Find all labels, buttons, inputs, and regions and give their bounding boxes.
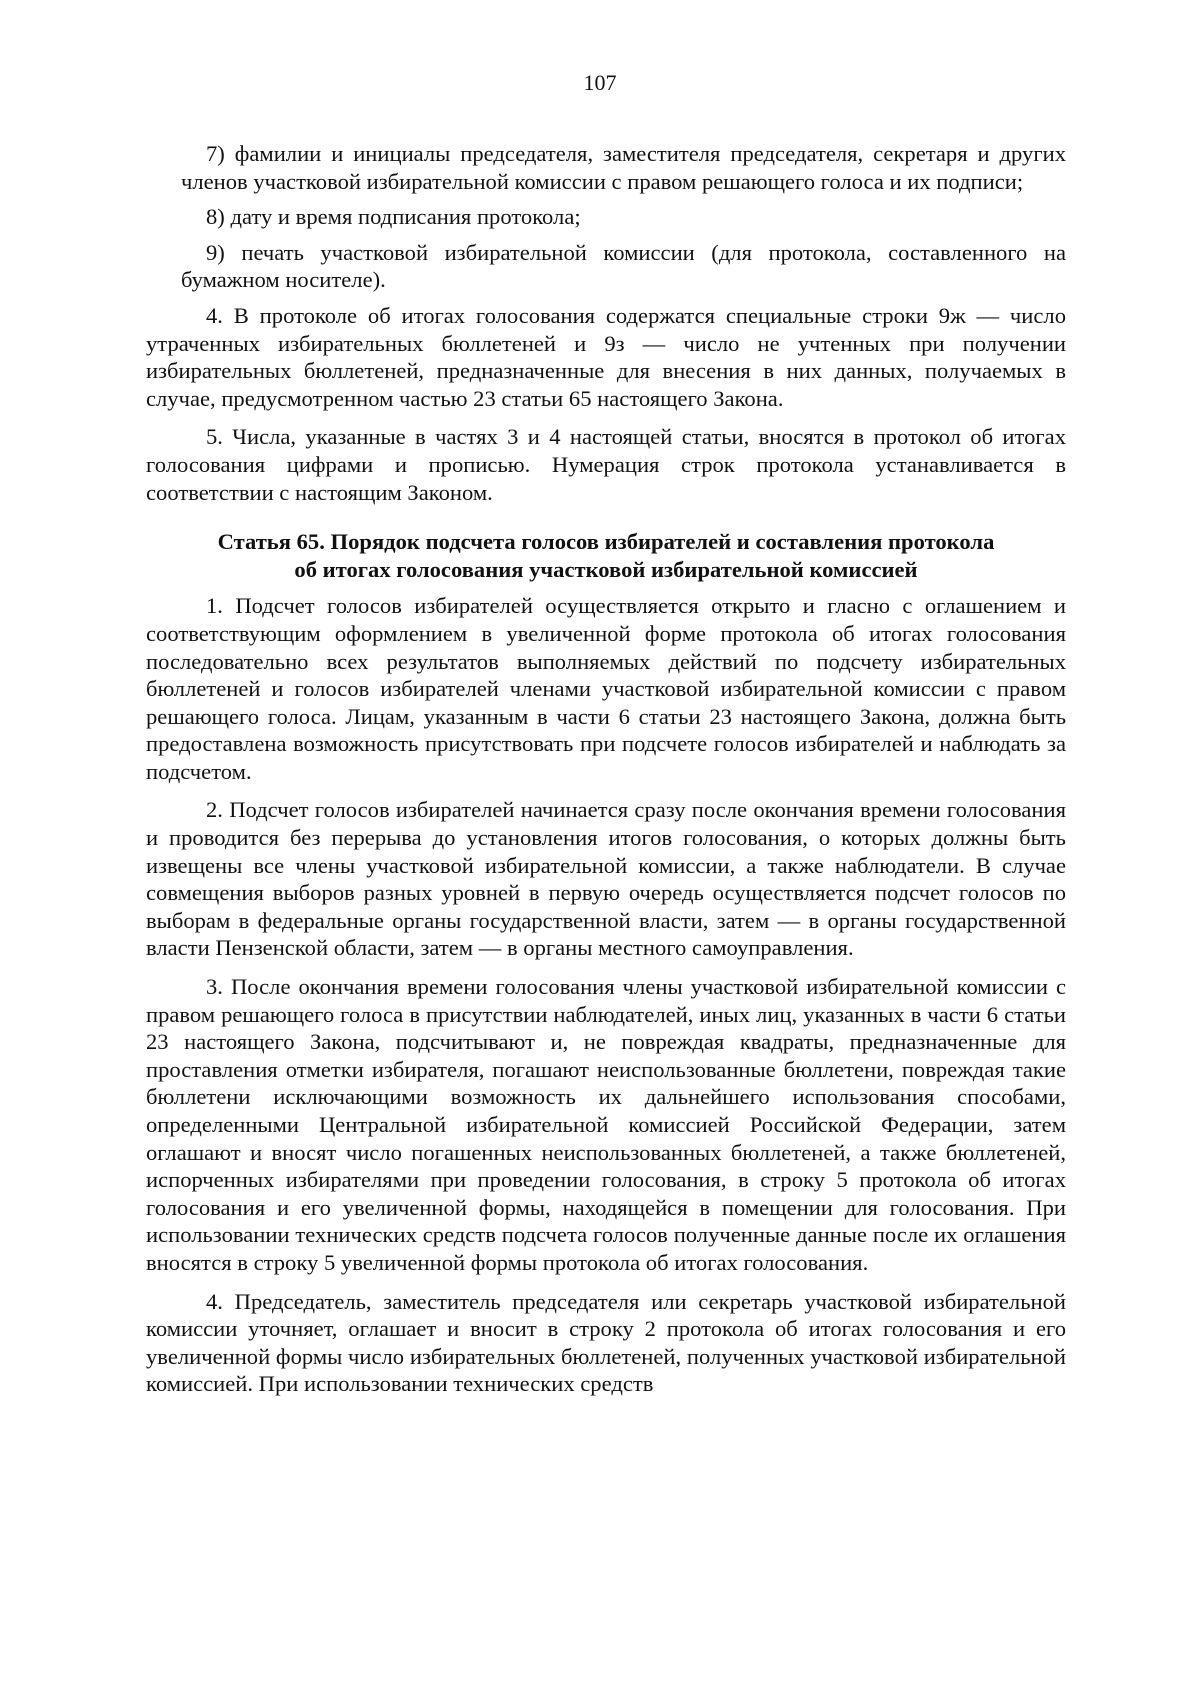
article-paragraph-3: 3. После окончания времени голосования члены участковой избирательной комиссии с правом решающего голоса в присутствии наблюдателей, иных лиц, указанных в части 6 статьи 23 настоящего Закона, подсчитывают и, не повреждая квадраты, предназначенные для проставления отметки избирателя, погашают неиспользованные бюллетени, повреждая такие бюллетени исключающими возможность их дальнейшего использования способами, определенными Центральной избирательной комиссией Российской Федерации, затем оглашают и вносят число погашенных неиспользованных бюллетеней, а также бюллетеней, испорченных избирателями при проведении голосования, в строку 5 протокола об итогах голосования и его увеличенной формы, находящейся в помещении для голосования. При использовании технических средств подсчета голосов полученные данные после их оглашения вносятся в строку 5 увеличенной формы протокола об итогах голосования. xyxy=(146,974,1066,1275)
article-heading-line-1: Статья 65. Порядок подсчета голосов избирателей и составления протокола xyxy=(217,529,995,555)
paragraph-part-5: 5. Числа, указанные в частях 3 и 4 настоящей статьи, вносятся в протокол об итогах голосования цифрами и прописью. Нумерация строк протокола устанавливается в соответствии с настоящим Законом. xyxy=(146,424,1066,505)
article-heading xyxy=(146,528,1066,583)
article-heading-line-2: об итогах голосования участковой избирательной комиссией xyxy=(294,556,918,582)
page-number: 107 xyxy=(583,70,617,95)
list-item-8: 8) дату и время подписания протокола; xyxy=(206,204,581,230)
article-paragraph-1: 1. Подсчет голосов избирателей осуществляется открыто и гласно с оглашением и соответствующим оформлением в увеличенной форме протокола об итогах голосования последовательно всех результатов выполняемых действий по подсчету избирательных бюллетеней и голосов избирателей членами участковой избирательной комиссии с правом решающего голоса. Лицам, указанным в части 6 статьи 23 настоящего Закона, должна быть предоставлена возможность присутствовать при подсчете голосов избирателей и наблюдать за подсчетом. xyxy=(146,593,1066,784)
paragraph-part-4: 4. В протоколе об итогах голосования содержатся специальные строки 9ж — число утраченных избирательных бюллетеней и 9з — число не учтенных при получении избирательных бюллетеней, предназначенные для внесения в них данных, получаемых в случае, предусмотренном частью 23 статьи 65 настоящего Закона. xyxy=(146,302,1066,411)
list-item-7: 7) фамилии и инициалы председателя, заместителя председателя, секретаря и других членов участковой избирательной комиссии с правом решающего голоса и их подписи; xyxy=(181,141,1066,194)
article-paragraph-2: 2. Подсчет голосов избирателей начинается сразу после окончания времени голосования и проводится без перерыва до установления итогов голосования, о которых должны быть извещены все члены участковой избирательной комиссии, а также наблюдатели. В случае совмещения выборов разных уровней в первую очередь осуществляется подсчет голосов по выборам в федеральные органы государственной власти, затем — в органы государственной власти Пензенской области, затем — в органы местного самоуправления. xyxy=(146,797,1066,961)
document-body xyxy=(146,140,1066,1409)
list-item-9: 9) печать участковой избирательной комиссии (для протокола, составленного на бумажном носителе). xyxy=(181,239,1066,293)
article-paragraph-4: 4. Председатель, заместитель председателя или секретарь участковой избирательной комиссии уточняет, оглашает и вносит в строку 2 протокола об итогах голосования и его увеличенной формы число избирательных бюллетеней, полученных участковой избирательной комиссией. При использовании технических средств xyxy=(146,1288,1066,1397)
